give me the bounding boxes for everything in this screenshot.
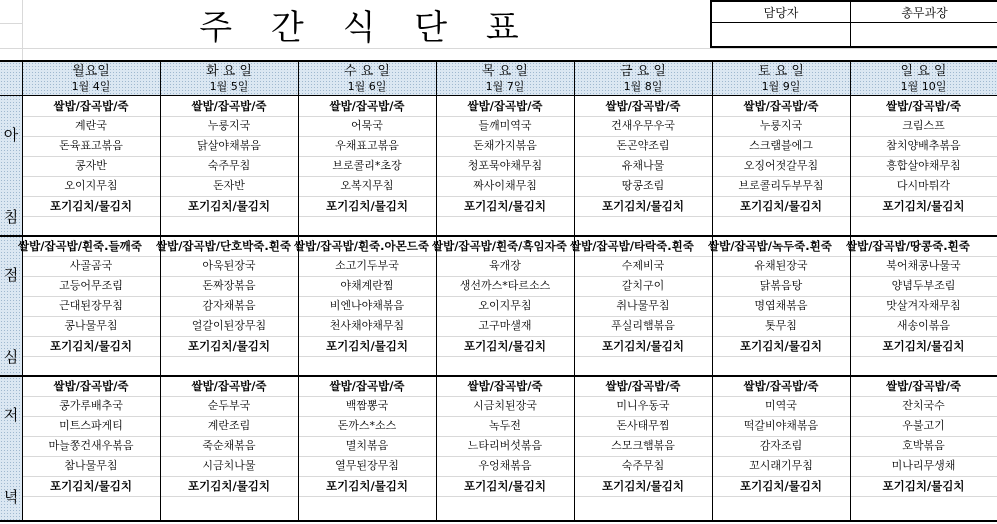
menu-item: 어묵국 [351, 119, 383, 132]
menu-item: 미니우동국 [616, 399, 670, 412]
menu-item: 야채계란찜 [340, 279, 394, 292]
day-date: 1월 8일 [623, 80, 663, 93]
day-name: 목 요 일 [482, 64, 528, 79]
menu-item: 돈자반 [213, 179, 245, 192]
day-date: 1월 9일 [761, 80, 801, 93]
staple-item: 쌀밥/잡곡밥/녹두죽.흰죽 [708, 239, 832, 253]
menu-item: 짜사이채무침 [473, 179, 537, 192]
menu-item: 시금치나물 [202, 459, 256, 472]
menu-item: 얼갈이된장무침 [191, 319, 267, 332]
staple-item: 쌀밥/잡곡밥/흰죽.들깨죽 [18, 239, 142, 253]
menu-item: 흥합살야채무침 [886, 159, 961, 172]
menu-item: 고등어무조림 [59, 279, 123, 292]
menu-item: 미트스파게티 [59, 419, 123, 432]
menu-item: 고구마샐재 [478, 319, 532, 332]
day-name: 토 요 일 [758, 64, 804, 79]
menu-item: 돈짜장볶음 [202, 279, 256, 292]
menu-item: 미나리무생채 [891, 459, 956, 472]
menu-item: 천사채야채무침 [329, 319, 405, 332]
menu-item: 열무된장무침 [335, 459, 399, 472]
meal-label-bottom: 침 [3, 208, 19, 226]
day-name: 수 요 일 [344, 64, 390, 79]
menu-item: 육개장 [489, 259, 521, 272]
menu-item: 우엉채볶음 [478, 459, 532, 472]
staple-item: 쌀밥/잡곡밥/죽 [743, 379, 819, 393]
menu-item: 시금치된장국 [473, 399, 537, 412]
day-date: 1월 7일 [485, 80, 525, 93]
kimchi-item: 포기김치/물김치 [326, 199, 408, 213]
menu-item: 갈치구이 [621, 279, 665, 292]
staple-item: 쌀밥/잡곡밥/죽 [467, 379, 543, 393]
menu-item: 근대된장무침 [59, 299, 123, 312]
menu-item: 호박볶음 [902, 439, 945, 452]
menu-item: 숙주무침 [621, 459, 665, 472]
menu-item: 오복지무침 [340, 179, 394, 192]
menu-item: 오이지무침 [64, 179, 118, 192]
menu-item: 크림스프 [902, 119, 945, 132]
menu-item: 참나물무침 [64, 459, 118, 472]
menu-item: 돈사태무찜 [616, 419, 670, 432]
staple-item: 쌀밥/잡곡밥/죽 [605, 379, 681, 393]
menu-item: 감자채볶음 [202, 299, 256, 312]
menu-item: 유채된장국 [754, 259, 808, 272]
menu-table [0, 60, 997, 522]
kimchi-item: 포기김치/물김치 [882, 479, 965, 493]
day-date: 1월 5일 [209, 80, 249, 93]
day-name: 일 요 일 [900, 64, 947, 79]
kimchi-item: 포기김치/물김치 [50, 479, 132, 493]
menu-item: 들깨미역국 [478, 119, 532, 132]
menu-item: 아욱된장국 [202, 259, 256, 272]
menu-item: 소고기두부국 [335, 259, 399, 272]
approval-box [710, 0, 997, 48]
staple-item: 쌀밥/잡곡밥/죽 [605, 99, 681, 113]
kimchi-item: 포기김치/물김치 [740, 479, 822, 493]
menu-item: 양념두부조림 [891, 279, 956, 292]
menu-item: 돈까스*소스 [337, 419, 397, 432]
staple-item: 쌀밥/잡곡밥/죽 [743, 99, 819, 113]
menu-item: 느타리버섯볶음 [467, 439, 543, 452]
menu-item: 유채나물 [621, 159, 665, 172]
menu-item: 누룽지국 [207, 119, 251, 132]
kimchi-item: 포기김치/물김치 [188, 479, 270, 493]
menu-item: 누룽지국 [759, 119, 803, 132]
menu-item: 북어채콩나물국 [886, 259, 961, 272]
menu-item: 닭볶음탕 [759, 279, 803, 292]
menu-item: 맛살겨자채무침 [886, 299, 961, 312]
menu-item: 땅콩조림 [621, 179, 665, 192]
menu-item: 사골곰국 [69, 259, 113, 272]
menu-item: 콩자반 [75, 159, 107, 172]
kimchi-item: 포기김치/물김치 [188, 339, 270, 353]
menu-item: 건새우무우국 [611, 119, 675, 132]
menu-item: 청포묵야채무침 [467, 159, 543, 172]
menu-item: 돈곤약조림 [616, 139, 670, 152]
approval-manager-label: 담당자 [712, 2, 851, 23]
kimchi-item: 포기김치/물김치 [464, 199, 546, 213]
menu-item: 톳무침 [765, 319, 797, 332]
kimchi-item: 포기김치/물김치 [740, 199, 822, 213]
menu-item: 수제비국 [621, 259, 665, 272]
menu-item: 녹두전 [489, 419, 521, 432]
menu-item: 취나물무침 [616, 299, 670, 312]
page-title: 주 간 식 단 표 [199, 7, 533, 48]
menu-item: 감자조림 [759, 439, 803, 452]
menu-item: 참치양배추볶음 [886, 139, 961, 152]
menu-item: 돈채가지볶음 [473, 139, 537, 152]
staple-item: 쌀밥/잡곡밥/단호박죽.흰죽 [156, 239, 291, 253]
approval-manager-sign[interactable] [712, 22, 851, 48]
meal-label-top: 아 [3, 126, 19, 144]
day-name: 화 요 일 [206, 64, 252, 79]
menu-item: 브로콜리*초장 [332, 159, 402, 172]
staple-item: 쌀밥/잡곡밥/죽 [191, 99, 267, 113]
menu-item: 명엽채볶음 [754, 299, 808, 312]
staple-item: 쌀밥/잡곡밥/흰죽.아몬드죽 [294, 239, 429, 253]
menu-item: 떡갈비야채볶음 [743, 419, 819, 432]
menu-item: 잔치국수 [902, 399, 945, 412]
menu-item: 오징어젓갈무침 [743, 159, 819, 172]
kimchi-item: 포기김치/물김치 [882, 339, 965, 353]
menu-item: 오이지무침 [478, 299, 532, 312]
menu-item: 마늘쫑건새우볶음 [48, 439, 134, 452]
menu-item: 브로콜리두부무침 [738, 179, 824, 192]
kimchi-item: 포기김치/물김치 [464, 339, 546, 353]
menu-item: 생선까스*타르소스 [459, 279, 551, 292]
staple-item: 쌀밥/잡곡밥/죽 [329, 379, 405, 393]
menu-item: 스크램블에그 [749, 139, 813, 152]
menu-item: 닭살야채볶음 [197, 139, 261, 152]
staple-item: 쌀밥/잡곡밥/죽 [885, 99, 962, 113]
menu-item: 멸치볶음 [345, 439, 389, 452]
staple-item: 쌀밥/잡곡밥/흰죽/흑임자죽 [432, 239, 567, 253]
kimchi-item: 포기김치/물김치 [602, 479, 684, 493]
menu-item: 콩가루배추국 [59, 399, 123, 412]
menu-item: 죽순채볶음 [202, 439, 256, 452]
staple-item: 쌀밥/잡곡밥/죽 [53, 379, 129, 393]
meal-label-bottom: 녁 [3, 488, 19, 506]
menu-item: 우채표고볶음 [335, 139, 399, 152]
menu-item: 꼬시래기무침 [749, 459, 813, 472]
staple-item: 쌀밥/잡곡밥/죽 [329, 99, 405, 113]
meal-label-bottom: 심 [3, 348, 19, 366]
staple-item: 쌀밥/잡곡밥/죽 [53, 99, 129, 113]
day-date: 1월 6일 [347, 80, 387, 93]
staple-item: 쌀밥/잡곡밥/죽 [191, 379, 267, 393]
menu-item: 백짬뽕국 [345, 399, 389, 412]
menu-item: 푸실리햄볶음 [611, 319, 675, 332]
kimchi-item: 포기김치/물김치 [602, 199, 684, 213]
approval-chief-label: 총무과장 [850, 2, 997, 23]
day-date: 1월 10일 [900, 80, 947, 93]
menu-item: 미역국 [765, 399, 797, 412]
menu-item: 새송이볶음 [896, 319, 951, 332]
menu-item: 돈육표고볶음 [59, 139, 123, 152]
menu-item: 다시마튀각 [896, 179, 951, 192]
approval-chief-sign[interactable] [850, 22, 997, 48]
day-date: 1월 4일 [71, 80, 111, 93]
menu-item: 스모크햄볶음 [611, 439, 675, 452]
menu-item: 계란조림 [207, 419, 251, 432]
grid-line [0, 23, 22, 24]
meal-label-top: 점 [3, 266, 19, 284]
menu-item: 계란국 [75, 119, 107, 132]
kimchi-item: 포기김치/물김치 [740, 339, 822, 353]
day-name: 금 요 일 [620, 64, 666, 79]
kimchi-item: 포기김치/물김치 [326, 339, 408, 353]
menu-item: 숙주무침 [207, 159, 251, 172]
menu-item: 비엔나야채볶음 [329, 299, 405, 312]
kimchi-item: 포기김치/물김치 [50, 199, 132, 213]
menu-item: 우불고기 [902, 419, 945, 432]
kimchi-item: 포기김치/물김치 [602, 339, 684, 353]
kimchi-item: 포기김치/물김치 [882, 199, 965, 213]
meal-label-top: 저 [3, 406, 19, 424]
staple-item: 쌀밥/잡곡밥/죽 [885, 379, 962, 393]
staple-item: 쌀밥/잡곡밥/죽 [467, 99, 543, 113]
menu-item: 순두부국 [207, 399, 251, 412]
kimchi-item: 포기김치/물김치 [188, 199, 270, 213]
day-name: 월요일 [72, 64, 110, 79]
kimchi-item: 포기김치/물김치 [464, 479, 546, 493]
kimchi-item: 포기김치/물김치 [326, 479, 408, 493]
menu-item: 콩나물무침 [64, 319, 118, 332]
staple-item: 쌀밥/잡곡밥/땅콩죽.흰죽 [846, 239, 970, 253]
staple-item: 쌀밥/잡곡밥/타락죽.흰죽 [570, 239, 694, 253]
kimchi-item: 포기김치/물김치 [50, 339, 132, 353]
